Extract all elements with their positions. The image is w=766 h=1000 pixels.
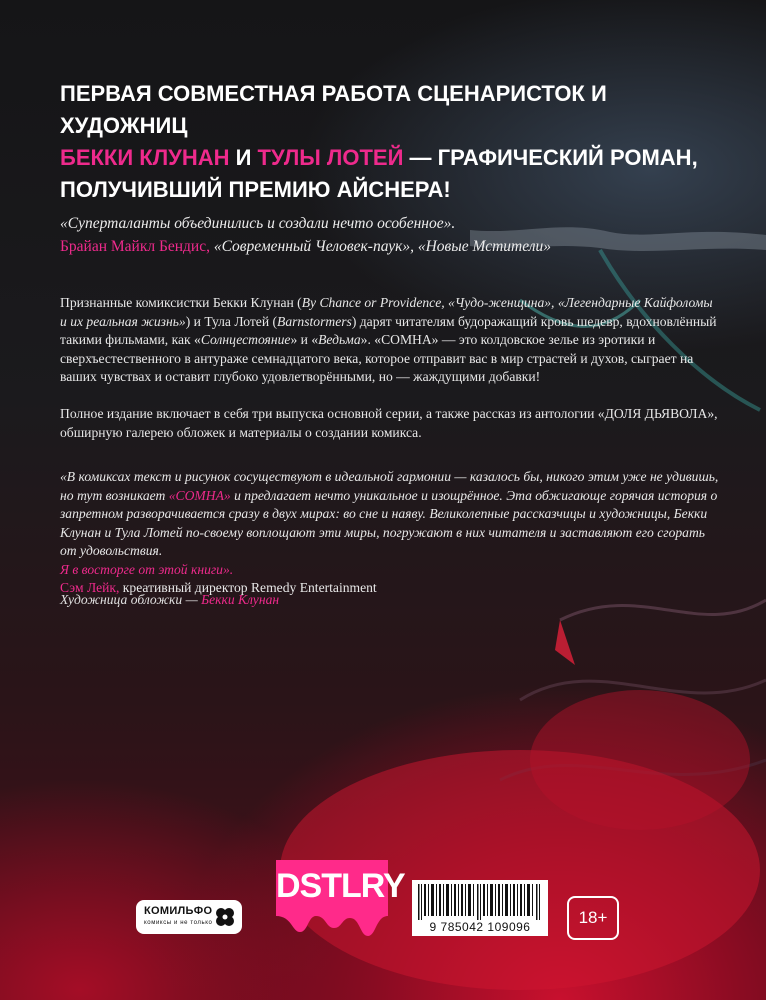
quote-bendis-attribution	[60, 235, 720, 258]
para1-e: ) дарят читателям будоражащий кровь шедевр, вдохновлённый такими фильмами, как «	[60, 313, 717, 347]
quote-bendis-text: «Суперталанты объединились и создали нечто особенное».	[60, 215, 456, 232]
cover-credit-name: Бекки Клунан	[201, 592, 280, 607]
para1-a: Признанные комиксистки Бекки Клунан (	[60, 295, 302, 310]
dstlry-logo-text: DSTLRY	[276, 860, 388, 912]
headline-and: И	[235, 145, 252, 170]
cover-credit-label: Художница обложки —	[60, 592, 198, 607]
para1-b: By Chance or Providence, «Чудо-женщина», «Легендарные Кайфоломы и их реальная жизнь»	[60, 295, 713, 329]
edition-paragraph: Полное издание включает в себя три выпуска основной серии, а также рассказ из антологии «ДОЛЯ ДЬЯВОЛА», обширную галерею обложек и материалы о создании комикса.	[60, 406, 718, 440]
age-rating-badge: 18+	[567, 896, 619, 940]
drip-icon	[276, 910, 388, 940]
headline-line-1: ПЕРВАЯ СОВМЕСТНАЯ РАБОТА СЦЕНАРИСТОК И ХУДОЖНИЦ	[60, 81, 607, 138]
headline-line-3: ПОЛУЧИВШИЙ ПРЕМИЮ АЙСНЕРА!	[60, 177, 451, 202]
komilfo-logo	[136, 900, 242, 934]
quote-lake-role: креативный директор Remedy Entertainment	[122, 580, 377, 595]
quote-lake	[60, 468, 720, 598]
para1-h: Ведьма	[318, 332, 361, 347]
quote-lake-author: Сэм Лейк,	[60, 580, 120, 595]
barcode-icon	[418, 884, 542, 920]
para1-f: Солнцестояние	[200, 332, 291, 347]
clover-icon	[214, 906, 236, 928]
quote-lake-highlight: Я в восторге от этой книги».	[60, 561, 234, 577]
komilfo-logo-text: КОМИЛЬФО	[144, 905, 213, 917]
quote-lake-part-a: «В комиксах текст и рисунок сосуществуют в идеальной гармонии — казалось бы, никого этим уже не удивишь, но тут возникает	[60, 469, 719, 503]
para1-d: Barnstormers	[277, 313, 352, 329]
headline-line-2	[60, 142, 720, 174]
isbn-barcode	[412, 880, 548, 936]
headline-line-2-rest: — ГРАФИЧЕСКИЙ РОМАН,	[409, 145, 698, 170]
headline	[60, 78, 720, 206]
isbn-number: 9 785042 109096	[429, 920, 531, 934]
description-paragraph	[60, 294, 720, 387]
quote-bendis-author: Брайан Майкл Бендис,	[60, 238, 210, 255]
headline-name-2: ТУЛЫ ЛОТЕЙ	[257, 145, 404, 170]
quote-bendis-works: «Современный Человек-паук», «Новые Мстители»	[213, 238, 551, 255]
dstlry-logo	[276, 860, 405, 940]
headline-name-1: БЕККИ КЛУНАН	[60, 145, 230, 170]
komilfo-logo-tagline: комиксы и не только	[144, 920, 213, 926]
para1-i: ». «СОМНА» — это колдовское зелье из эротики и сверхъестественного в антураже семнадцатого века, которое отправит вас в мир страстей и духов, сыграет на ваших чувствах и оставит глубоко удовлетворёнными, но — жаждущими добавки!	[60, 332, 694, 384]
para1-g: » и «	[290, 332, 319, 347]
quote-lake-title: «СОМНА»	[168, 487, 231, 503]
para1-c: ) и Тула Лотей (	[185, 313, 278, 329]
quote-bendis	[60, 212, 720, 258]
quote-lake-part-b: и предлагает нечто уникальное и изощрённое. Эта обжигающе горячая история о запретном разворачивается сразу в двух мирах: во сне и наяву. Великолепные рассказчицы и художницы, Бекки Клунан и Тула Лотей по-своему воплощают эти миры, погружают в них читателя и заставляют его сгорать от удовольствия.	[60, 487, 718, 558]
cover-credit	[60, 592, 279, 608]
